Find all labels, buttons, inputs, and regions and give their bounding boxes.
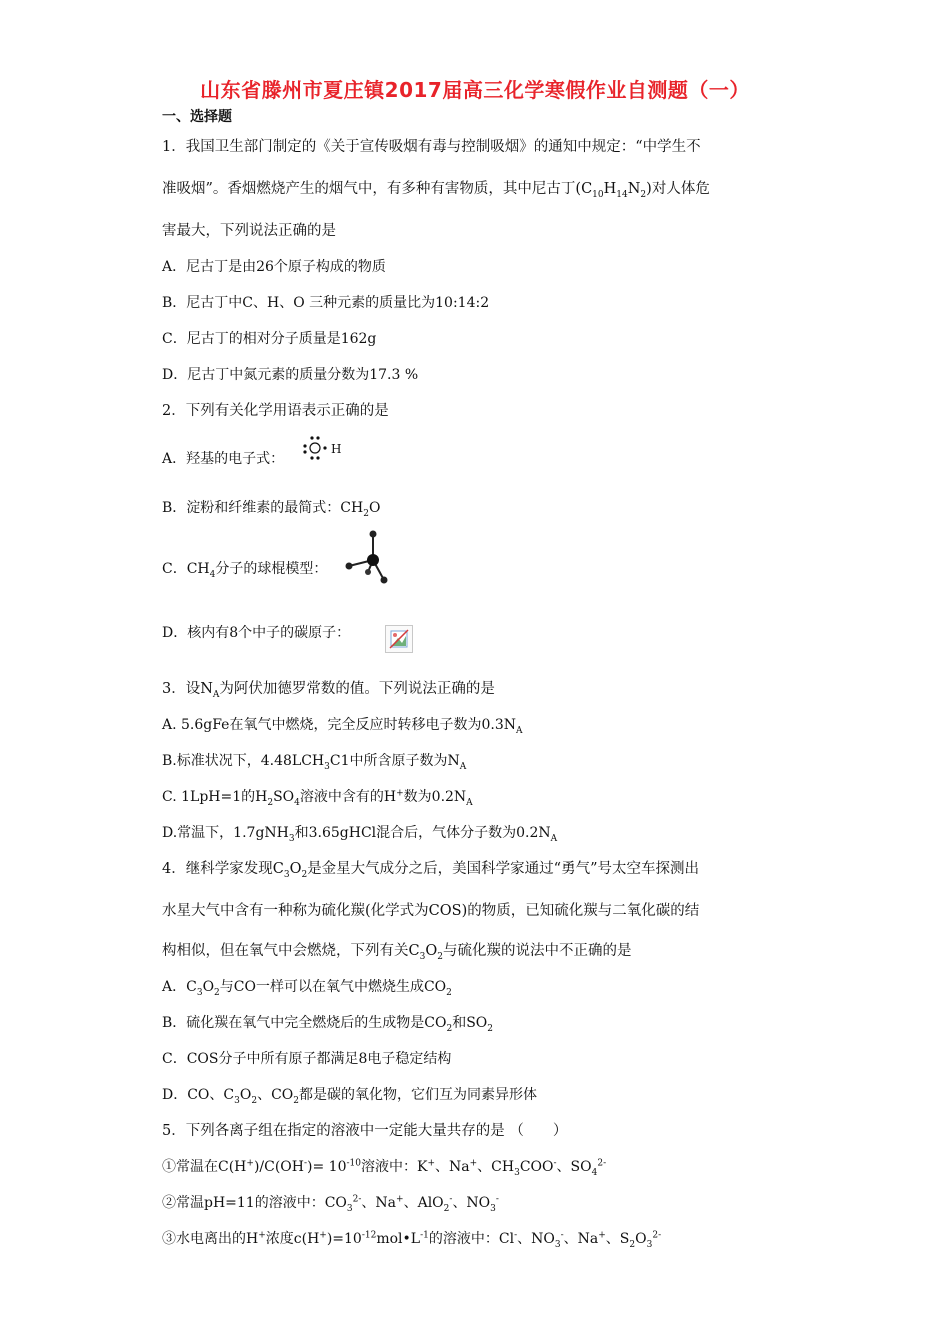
q1-option-a: A．尼古丁是由26个原子构成的物质 xyxy=(162,259,386,275)
q4-option-a: A．$C_3O_2$与CO一样可以在氧气中燃烧生成$CO_2$ xyxy=(162,979,452,998)
q4-option-b: B．硫化羰在氧气中完全燃烧后的生成物是$CO_2$和$SO_2$ xyxy=(162,1015,494,1034)
hydroxyl-h-label: H xyxy=(331,442,342,456)
q3-option-b: B.标准状况下，$4.48LCH_3C1$中所含原子数为$N_A$ xyxy=(162,753,467,772)
q1-option-c: C．尼古丁的相对分子质量是162g xyxy=(162,331,377,347)
q5-condition-2: ②常温pH=11的溶液中：$CO_3^{2-}$、Na+、AlO$_2$-、$NO_3^-$ xyxy=(162,1194,499,1214)
broken-image-glyph xyxy=(386,626,412,652)
q1-option-d: D．尼古丁中氮元素的质量分数为17.3 % xyxy=(162,367,419,383)
methane-ball-stick-model-icon xyxy=(340,528,392,586)
q5-condition-3: ③水电离出的H+浓度$c(H^+)=10^{-12}mol•L^{-1}$的溶液中：Cl-、$NO_3^-$、Na+、$S_2O_3^{2-}$ xyxy=(162,1230,662,1250)
broken-image-icon xyxy=(385,625,413,653)
q2-option-d: D．核内有8个中子的碳原子： xyxy=(162,625,351,641)
q5-stem: 5．下列各离子组在指定的溶液中一定能大量共存的是 （ ） xyxy=(162,1123,568,1139)
q3-option-c: C. 1LpH=1的$H_2SO_4$溶液中含有的H+数为$0.2N_A$ xyxy=(162,788,473,808)
q2-option-a: A．羟基的电子式： xyxy=(162,451,285,467)
q2-stem: 2．下列有关化学用语表示正确的是 xyxy=(162,403,389,419)
q4-line-3: 构相似，但在氧气中会燃烧，下列有关$C_3O_2$与硫化羰的说法中不正确的是 xyxy=(162,943,632,962)
q1-line-3: 害最大，下列说法正确的是 xyxy=(162,223,336,239)
q4-line-2: 水星大气中含有一种称为硫化羰(化学式为COS)的物质，已知硫化羰与二氧化碳的结 xyxy=(162,903,700,919)
section-heading: 一、选择题 xyxy=(162,109,232,125)
page-title: 山东省滕州市夏庄镇2017届高三化学寒假作业自测题（一） xyxy=(200,78,750,102)
q1-option-b: B．尼古丁中C、H、O 三种元素的质量比为10:14:2 xyxy=(162,295,490,311)
q2-option-b: B．淀粉和纤维素的最简式：$CH_2O$ xyxy=(162,500,381,519)
q4-option-c: C．COS分子中所有原子都满足8电子稳定结构 xyxy=(162,1051,452,1067)
q1-line-1: 1．我国卫生部门制定的《关于宣传吸烟有毒与控制吸烟》的通知中规定：“中学生不 xyxy=(162,139,701,155)
q4-line-1: 4．继科学家发现$C_3O_2$是金星大气成分之后，美国科学家通过“勇气”号太空车探测出 xyxy=(162,861,700,880)
q5-condition-1: ①常温在$C(H^+)/C(OH^-)= 10^{-10}$溶液中：K+、Na+、$CH_3COO^-$、$SO_4^{2-}$ xyxy=(162,1158,607,1178)
q4-option-d: D．CO、$C_3O_2$、$CO_2$都是碳的氧化物，它们互为同素异形体 xyxy=(162,1087,538,1106)
q3-option-a: A. 5.6gFe在氧气中燃烧，完全反应时转移电子数为$0.3N_A$ xyxy=(162,717,523,736)
q2-option-c: C．$CH_4$分子的球棍模型： xyxy=(162,561,328,580)
hydroxyl-electron-formula-icon xyxy=(302,434,350,464)
q3-option-d: D.常温下，1.7gNH$_3$和3.65gHCl混合后，气体分子数为$0.2N_A$ xyxy=(162,825,558,844)
q1-line-2: 准吸烟”。香烟燃烧产生的烟气中，有多种有害物质，其中尼古丁$(C_{10}H_{14}N_2)$对人体危 xyxy=(162,181,710,200)
q3-stem: 3．设$N_A$为阿伏加德罗常数的值。下列说法正确的是 xyxy=(162,681,495,700)
